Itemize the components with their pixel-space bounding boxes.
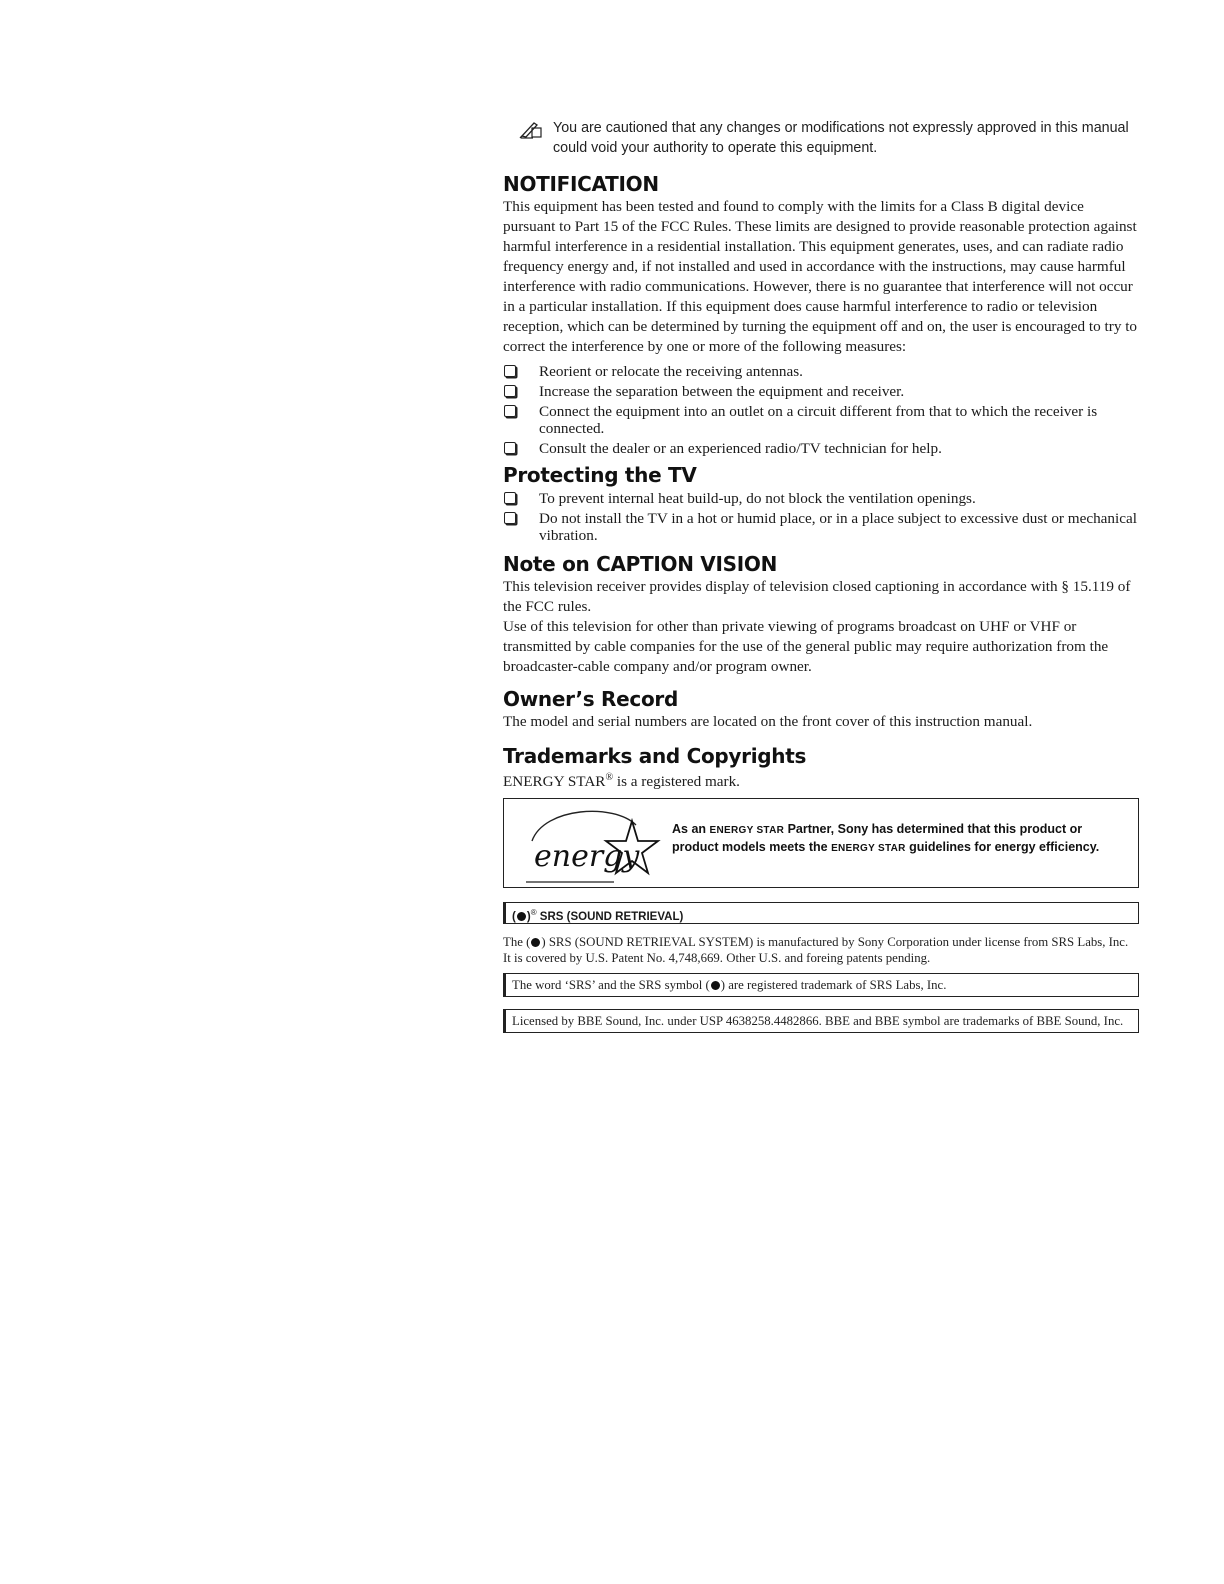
list-item: Consult the dealer or an experienced radio/TV technician for help. [503, 440, 1139, 457]
energy-star-statement: ENERGY STAR® is a registered mark. [503, 772, 740, 791]
srs-symbol-icon [517, 912, 526, 921]
notification-body: This equipment has been tested and found to comply with the limits for a Class B digital device pursuant to Part 15 of the FCC Rules. These limits are designed to provide reasonable protection against harmful interference in a residential installation. This equipment generates, uses, and can radiate radio frequency energy and, if not installed and used in accordance with the instructions, may cause harmful interference with radio communications. However, there is no guarantee that interference will not occur in a particular installation. If this equipment does cause harmful interference to radio or television reception, which can be determined by turning the equipment off and on, the user is encouraged to try to correct the interference by one or more of the following measures: [503, 198, 1138, 355]
srs-paragraph: The ( ) SRS (SOUND RETRIEVAL SYSTEM) is manufactured by Sony Corporation under license from SRS Labs, Inc. It is covered by U.S. Patent No. 4,748,669. Other U.S. and foreing patents pending. [503, 935, 1129, 966]
svg-text:energy: energy [534, 839, 640, 875]
checkbox-bullet-icon [504, 442, 516, 454]
protecting-list [503, 490, 1139, 544]
checkbox-bullet-icon [504, 365, 516, 377]
trademarks-heading: Trademarks and Copyrights [503, 744, 807, 768]
srs-symbol-icon [531, 938, 540, 947]
owner-body: The model and serial numbers are located on the front cover of this instruction manual. [503, 713, 1033, 730]
caution-text: You are cautioned that any changes or modifications not expressly approved in this manual could void your authority to operate this equipment. [553, 120, 1129, 156]
checkbox-bullet-icon [504, 385, 516, 397]
caption-heading: Note on CAPTION VISION [503, 552, 778, 576]
notification-list [503, 363, 1139, 457]
caution-note [503, 118, 1139, 158]
owner-heading: Owner’s Record [503, 687, 678, 711]
list-item: Increase the separation between the equipment and receiver. [503, 383, 1139, 400]
checkbox-bullet-icon [504, 492, 516, 504]
list-item: Connect the equipment into an outlet on a circuit different from that to which the receiver is connected. [503, 403, 1139, 437]
srs-symbol-icon [711, 981, 720, 990]
protecting-heading: Protecting the TV [503, 463, 697, 487]
srs-title-bar: ( )® SRS (SOUND RETRIEVAL) [503, 902, 1139, 924]
list-item: To prevent internal heat build-up, do not block the ventilation openings. [503, 490, 1139, 507]
checkbox-bullet-icon [504, 512, 516, 524]
caption-p1: This television receiver provides display of television closed captioning in accordance with § 15.119 of the FCC rules. [503, 578, 1131, 615]
energy-star-logo [514, 803, 664, 885]
bbe-license-box: Licensed by BBE Sound, Inc. under USP 4638258.4482866. BBE and BBE symbol are trademarks of BBE Sound, Inc. [503, 1009, 1139, 1033]
checkbox-bullet-icon [504, 405, 516, 417]
note-pencil-icon [519, 119, 543, 139]
list-item: Do not install the TV in a hot or humid place, or in a place subject to excessive dust or mechanical vibration. [503, 510, 1139, 544]
energy-star-text: As an ENERGY STAR Partner, Sony has determined that this product or product models meets the ENERGY STAR guidelines for energy efficiency. [672, 822, 1100, 855]
caption-p2: Use of this television for other than private viewing of programs broadcast on UHF or VHF or transmitted by cable companies for the use of the general public may require authorization from the broadcaster-cable company and/or program owner. [503, 618, 1109, 675]
srs-trademark-box: The word ‘SRS’ and the SRS symbol ( ) are registered trademark of SRS Labs, Inc. [503, 973, 1139, 997]
energy-star-box [503, 798, 1139, 888]
list-item: Reorient or relocate the receiving antennas. [503, 363, 1139, 380]
notification-heading: NOTIFICATION [503, 172, 659, 196]
